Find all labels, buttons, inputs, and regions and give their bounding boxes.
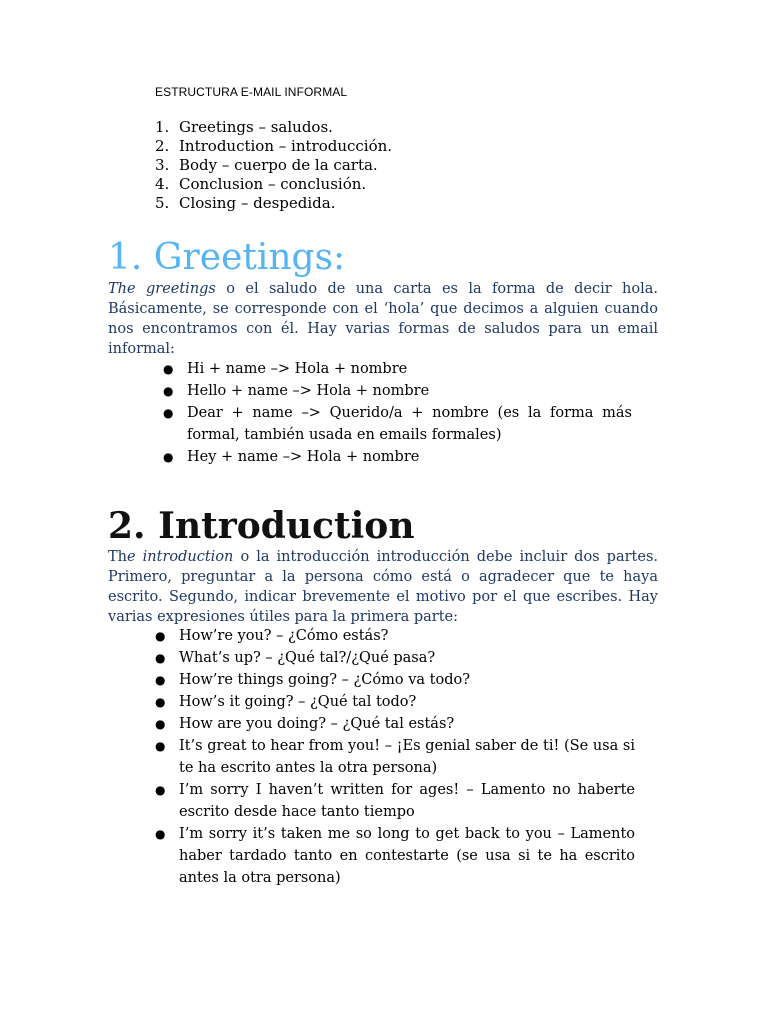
bullet-icon: ● bbox=[155, 739, 166, 753]
bullet-icon: ● bbox=[155, 717, 166, 731]
list-item: ● Hello + name –> Hola + nombre bbox=[187, 380, 632, 402]
bullet-icon: ● bbox=[163, 450, 174, 464]
bullet-icon: ● bbox=[163, 384, 174, 398]
greetings-heading: 1. Greetings: bbox=[108, 237, 346, 278]
list-item: ● It’s great to hear from you! – ¡Es genial saber de ti! (Se usa si te ha escrito antes la otra persona) bbox=[179, 735, 635, 779]
list-item: ● How’re you? – ¿Cómo estás? bbox=[179, 625, 635, 647]
list-item: ● How are you doing? – ¿Qué tal estás? bbox=[179, 713, 635, 735]
bullet-icon: ● bbox=[155, 651, 166, 665]
bullet-icon: ● bbox=[163, 362, 174, 376]
list-item: ● I’m sorry I haven’t written for ages! – Lamento no haberte escrito desde hace tanto tiempo bbox=[179, 779, 635, 823]
bullet-icon: ● bbox=[155, 673, 166, 687]
bullet-icon: ● bbox=[155, 695, 166, 709]
list-item: ● What’s up? – ¿Qué tal?/¿Qué pasa? bbox=[179, 647, 635, 669]
greetings-bullet-list bbox=[163, 358, 632, 468]
list-item: 2. Introduction – introducción. bbox=[155, 137, 393, 155]
structure-list bbox=[155, 118, 392, 213]
introduction-heading: 2. Introduction bbox=[108, 505, 415, 547]
list-item: 1. Greetings – saludos. bbox=[155, 118, 333, 136]
list-item: ● How’re things going? – ¿Cómo va todo? bbox=[179, 669, 635, 691]
bullet-icon: ● bbox=[163, 406, 174, 420]
introduction-bullet-list bbox=[155, 625, 635, 889]
introduction-paragraph: The introduction o la introducción introducción debe incluir dos partes. Primero, preguntar a la persona cómo está o agradecer que te haya escrito. Segundo, indicar brevemente el motivo por el que escribes. Hay varias expresiones útiles para la primera parte: bbox=[108, 549, 658, 625]
list-item: ● I’m sorry it’s taken me so long to get back to you – Lamento haber tardado tanto en contestarte (se usa si te ha escrito antes la otra persona) bbox=[179, 823, 635, 889]
list-item: 3. Body – cuerpo de la carta. bbox=[155, 156, 378, 174]
list-item: ● How’s it going? – ¿Qué tal todo? bbox=[179, 691, 635, 713]
list-item: 5. Closing – despedida. bbox=[155, 194, 336, 212]
bullet-icon: ● bbox=[155, 629, 166, 643]
list-item: 4. Conclusion – conclusión. bbox=[155, 175, 367, 193]
list-item: ● Hey + name –> Hola + nombre bbox=[187, 446, 632, 468]
greetings-paragraph: The greetings o el saludo de una carta es la forma de decir hola. Básicamente, se corresponde con el ‘hola’ que decimos a alguien cuando nos encontramos con él. Hay varias formas de saludos para un email informal: bbox=[108, 281, 658, 357]
list-item: ● Dear + name –> Querido/a + nombre (es la forma más formal, también usada en emails formales) bbox=[187, 402, 632, 446]
document-title: ESTRUCTURA E-MAIL INFORMAL bbox=[155, 85, 348, 99]
bullet-icon: ● bbox=[155, 783, 166, 797]
bullet-icon: ● bbox=[155, 827, 166, 841]
list-item: ● Hi + name –> Hola + nombre bbox=[187, 358, 632, 380]
